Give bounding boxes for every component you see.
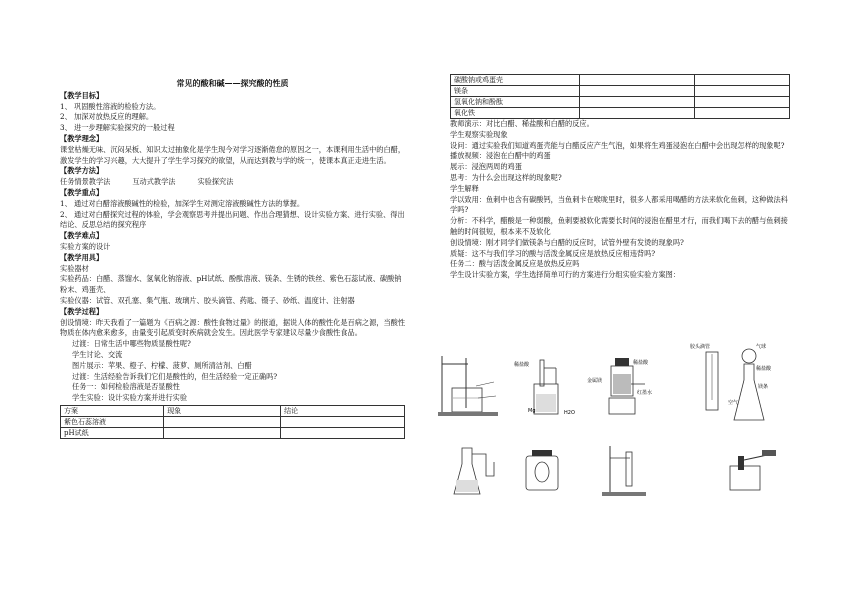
analysis-text: 分析：不科学，醋酸是一种弱酸，鱼刺要被软化需要长时间的浸泡在醋里才行，而我们喝下去的醋与鱼刺接触的时间很短，根本来不及软化 <box>450 216 788 236</box>
images-text: 图片展示：苹果、橙子、柠檬、菠萝、厕所清洁剂、白醋 <box>72 360 252 370</box>
question-text: 设问：通过实验我们知道鸡蛋壳能与白醋反应产生气泡，如果将生鸡蛋浸泡在白醋中会出现怎样的现象呢? <box>450 140 785 150</box>
table-cell: 碳酸钠或鸡蛋壳 <box>451 75 580 86</box>
table-header-cell: 现象 <box>164 405 281 416</box>
fig-label-metal-mg: 金属镁 <box>587 378 603 384</box>
table-cell <box>579 86 694 97</box>
reagents-text: 实验药品：白醋、蒸馏水、氢氧化钠溶液、pH试纸、酚酞溶液、镁条、生锈的铁丝、紫色石蕊试液、碳酸钠粉末、鸡蛋壳、 <box>60 274 402 295</box>
fig-label-dilute-hcl-2: 稀盐酸 <box>633 360 649 366</box>
task-1: 任务一：如何检验溶液是否显酸性 <box>72 382 180 392</box>
table-cell: 氢氧化钠和酚酞 <box>451 97 580 108</box>
difficulty-heading: 【教学难点】 <box>60 231 104 241</box>
goal-heading: 【教学目标】 <box>60 90 104 100</box>
table-cell: pH试纸 <box>61 427 164 438</box>
goal-item: 3、 进一步理解实验探究的一般过程 <box>60 123 175 133</box>
table-row <box>451 108 790 119</box>
instruments-text: 实验仪器：试管、双孔塞、集气瓶、玻璃片、胶头滴管、药匙、镊子、砂纸、温度计、注射器 <box>60 295 355 305</box>
fig-label-dropper: 胶头滴管 <box>690 344 711 350</box>
idea-paragraph: 课堂枯燥无味、沉闷呆板、知识太过抽象化是学生现今对学习逐渐倦怠的原因之一，本课利用生活中的白醋，激发学生的学习兴趣，大大提升了学生学习探究的欲望，从而达到教与学的统一，使课本真正走进生活。 <box>60 144 406 165</box>
u-tube-figure <box>585 354 661 418</box>
transition-1: 过渡：日常生活中哪些物质显酸性呢? <box>72 339 191 349</box>
table-cell <box>579 108 694 119</box>
table-cell: 镁条 <box>451 86 580 97</box>
equipment-label: 实验器材 <box>60 263 89 273</box>
fig-label-air: 空气 <box>728 400 739 406</box>
fig-label-magnesium: 镁条 <box>758 384 769 390</box>
table-header-cell: 方案 <box>61 405 164 416</box>
fig-label-balloon: 气球 <box>756 344 767 350</box>
design-2: 学生设计实验方案，学生选择简单可行的方案进行分组实验实验方案图： <box>450 270 681 280</box>
method-item: 互动式教学法 <box>132 177 176 187</box>
table-header-row <box>61 405 405 416</box>
bottle-balloon-figure <box>512 446 570 494</box>
key-item: 2、 通过对白醋探究过程的体验，学会观察思考并提出问题、作出合理猜想、设计实验方案、进行实验、得出结论、反思总结的探究程序 <box>60 209 405 230</box>
transition-2: 过渡：生活经验告诉我们它们是酸性的，但生活经验一定正确吗? <box>72 371 278 381</box>
table-row <box>451 97 790 108</box>
table-cell: 氧化铁 <box>451 108 580 119</box>
table-cell <box>695 97 790 108</box>
table-cell <box>281 416 405 427</box>
teacher-demo: 教师演示：对比白醋、稀盐酸和白醋的反应。 <box>450 119 594 128</box>
left-column <box>60 78 405 439</box>
table-row <box>451 75 790 86</box>
table-row <box>451 86 790 97</box>
goal-item: 2、 加深对放热反应的理解。 <box>60 112 154 122</box>
discussion-text: 学生讨论、交流 <box>72 349 123 359</box>
fig-label-h2o: H2O <box>564 410 575 416</box>
process-heading: 【教学过程】 <box>60 306 104 316</box>
balloon-flask-figure <box>664 340 784 424</box>
table-cell <box>579 97 694 108</box>
experiment-table-left <box>60 405 405 439</box>
fig-label-dilute-hcl-3: 稀盐酸 <box>756 366 772 372</box>
fig-label-dilute-hcl: 稀盐酸 <box>514 362 530 368</box>
method-list <box>60 177 405 188</box>
table-row <box>61 416 405 427</box>
tube-stopper-figure <box>720 446 782 496</box>
table-cell <box>281 427 405 438</box>
table-cell: 紫色石蕊溶液 <box>61 416 164 427</box>
student-observe: 学生观察实验现象 <box>450 129 508 139</box>
fig-label-mg: Mg <box>528 408 536 414</box>
doubt-text: 质疑：这不与我们学习的酸与活泼金属反应是放热反应相违背吗? <box>450 248 656 258</box>
tools-heading: 【教学用具】 <box>60 252 104 262</box>
idea-heading: 【教学理念】 <box>60 133 104 143</box>
table-cell <box>164 427 281 438</box>
think-text: 思考：为什么会出现这样的现象呢? <box>450 172 562 182</box>
goal-item: 1、 巩固酸性溶液的检验方法。 <box>60 101 161 111</box>
show-text: 展示：浸泡两周的鸡蛋 <box>450 162 522 172</box>
right-column <box>450 74 790 281</box>
table-cell <box>695 108 790 119</box>
design-1: 学生实验：设计实验方案并进行实验 <box>72 393 188 403</box>
experiment-table-right <box>450 74 790 119</box>
syringe-flask-figure <box>508 354 580 418</box>
table-cell <box>695 86 790 97</box>
video-text: 播放视频：浸泡在白醋中的鸡蛋 <box>450 151 551 161</box>
fig-label-red-ink: 红墨水 <box>637 390 653 396</box>
method-item: 任务情景教学法 <box>60 177 111 187</box>
table-header-cell: 结论 <box>281 405 405 416</box>
apply-text: 学以致用：鱼刺中也含有碳酸钙，当鱼刺卡在喉咙里时，很多人都采用喝醋的方法来软化鱼刺，这种做法科学吗? <box>450 194 788 215</box>
table-row <box>61 427 405 438</box>
difficulty-text: 实验方案的设计 <box>60 241 111 251</box>
page-title: 常见的酸和碱——探究酸的性质 <box>176 78 289 88</box>
task-2: 任务二：酸与活泼金属反应是放热反应吗 <box>450 259 580 269</box>
scenario-text: 创设情境：昨天我看了一篇题为《百病之源：酸性食物过量》的报道，据说人体的酸性化是百病之源，当酸性物质在体内愈来愈多，由量变引起质变时疾病就会发生。因此医学专家建议尽量少食酸性食品。 <box>60 317 406 338</box>
table-cell <box>164 416 281 427</box>
iron-stand-figure <box>600 442 650 498</box>
table-cell <box>695 75 790 86</box>
table-cell <box>579 75 694 86</box>
thermometer-beaker-figure <box>438 352 500 418</box>
method-item: 实验探究法 <box>197 177 234 187</box>
method-heading: 【教学方法】 <box>60 166 104 176</box>
key-heading: 【教学重点】 <box>60 187 104 197</box>
flask-tube-figure <box>448 440 506 498</box>
scenario-2-text: 创设情境：刚才同学们做镁条与白醋的反应时，试管外壁有发烫的现象吗? <box>450 237 684 247</box>
key-item: 1、 通过对白醋溶液酸碱性的检验，加深学生对测定溶液酸碱性方法的掌握。 <box>60 198 305 208</box>
explain-text: 学生解释 <box>450 183 479 193</box>
